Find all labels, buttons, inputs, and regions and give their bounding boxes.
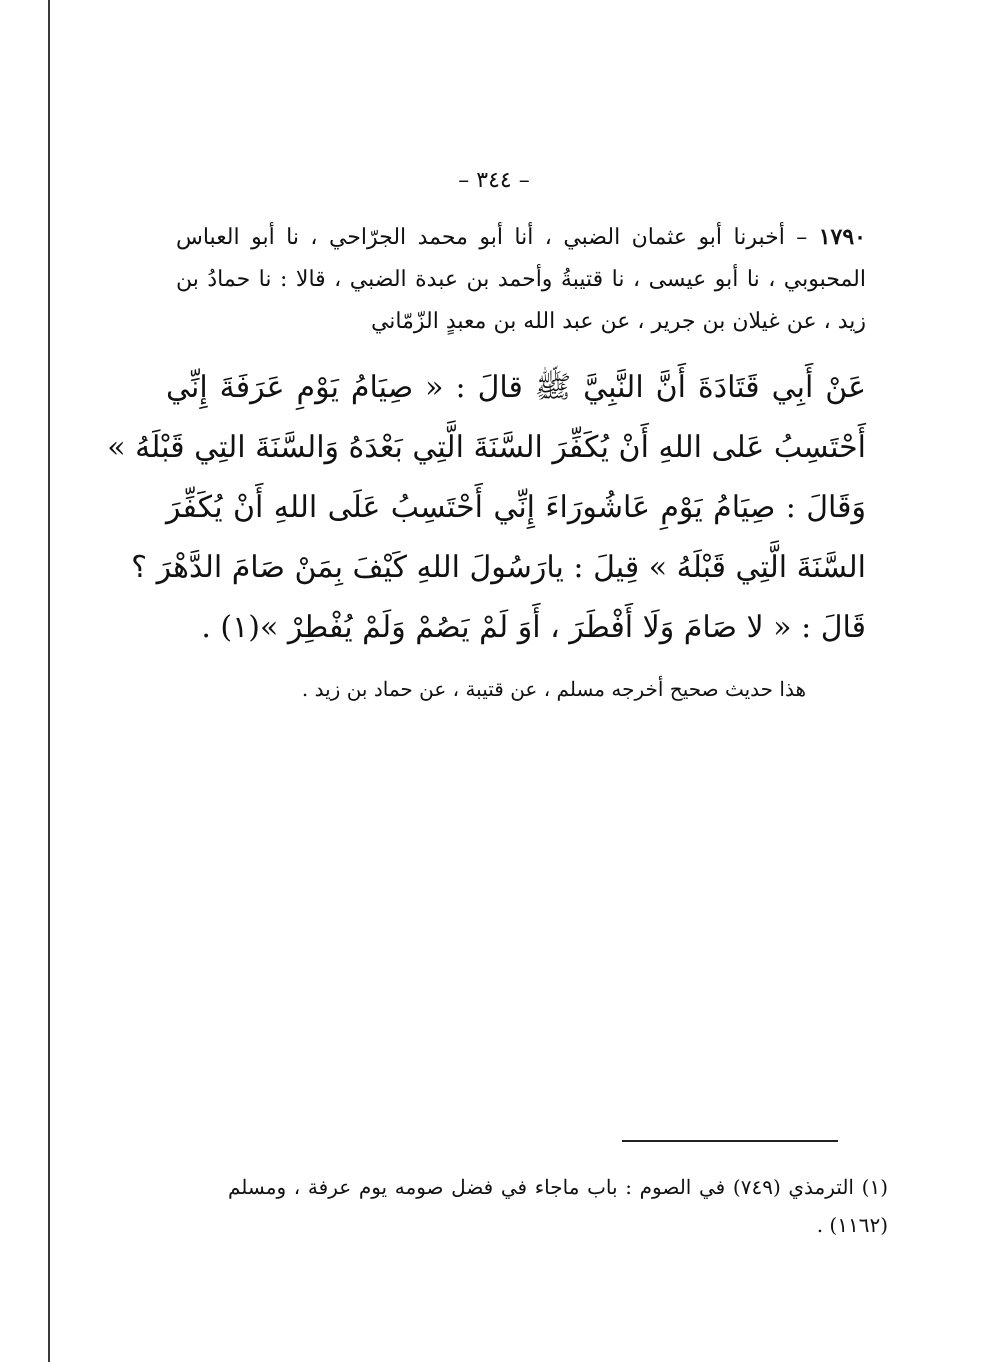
hadith-number: ١٧٩٠ bbox=[818, 224, 866, 250]
hadith-grading: هذا حديث صحيح أخرجه مسلم ، عن قتيبة ، عن حماد بن زيد . bbox=[301, 677, 806, 701]
isnad-text: – أخبرنا أبو عثمان الضبي ، أنا أبو محمد الجرّاحي ، نا أبو العباس المحبوبي ، نا أبو عيسى ، نا قتيبةُ وأحمد بن عبدة الضبي ، قالا : نا حمادُ بن زيد ، عن غيلان بن جرير ، عن عبد الله بن معبدٍ الزّمّاني bbox=[176, 225, 866, 334]
hadith-matn bbox=[107, 358, 866, 658]
matn-line: عَنْ أَبِي قَتَادَةَ أَنَّ النَّبِيَّ ﷺ قالَ : « صِيَامُ يَوْمِ عَرَفَةَ إِنِّي bbox=[166, 370, 866, 405]
footnote-divider bbox=[622, 1140, 838, 1142]
matn-line: السَّنَةَ الَّتِي قَبْلَهُ » قِيلَ : يارَسُولَ اللهِ كَيْفَ بِمَنْ صَامَ الدَّهْرَ ؟ bbox=[131, 550, 866, 585]
page-number: – ٣٤٤ – bbox=[458, 168, 530, 193]
matn-line: أَحْتَسِبُ عَلى اللهِ أَنْ يُكَفِّرَ السَّنَةَ الَّتِي بَعْدَهُ وَالسَّنَةَ التِي قَبْلَهُ » bbox=[107, 430, 866, 465]
matn-line: قَالَ : « لا صَامَ وَلَا أَفْطَرَ ، أَوَ لَمْ يَصُمْ وَلَمْ يُفْطِرْ »(١) . bbox=[201, 610, 866, 645]
hadith-isnad bbox=[176, 216, 866, 343]
page-edge-line bbox=[48, 0, 50, 1362]
matn-line: وَقَالَ : صِيَامُ يَوْمِ عَاشُورَاءَ إِنِّي أَحْتَسِبُ عَلَى اللهِ أَنْ يُكَفِّرَ bbox=[166, 490, 866, 525]
footnote: (١) الترمذي (٧٤٩) في الصوم : باب ماجاء في فضل صومه يوم عرفة ، ومسلم (١١٦٢) . bbox=[228, 1175, 889, 1237]
